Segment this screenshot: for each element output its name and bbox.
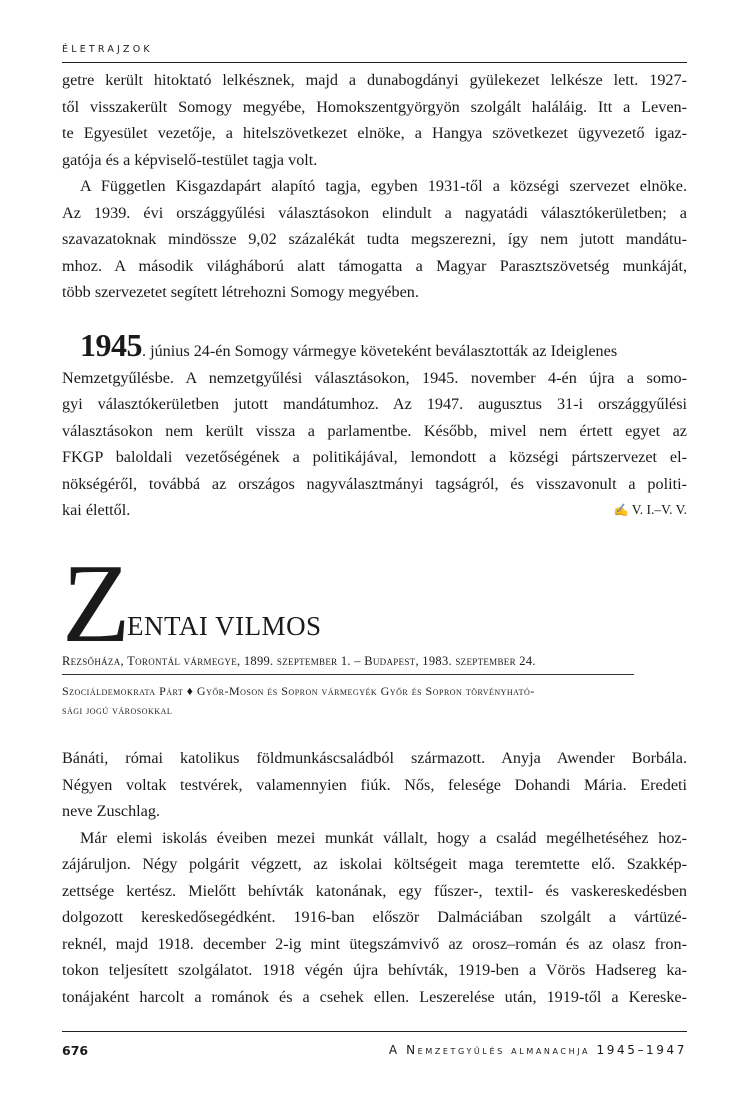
text-line: zájáruljon. Négy polgárit végzett, az iskolai költségeit maga teremtette elő. Szakkép- bbox=[62, 855, 687, 873]
book-title: A Nemzetgyűlés almanachja 1945–1947 bbox=[388, 1043, 687, 1057]
signature-initials: V. I.–V. V. bbox=[631, 502, 687, 517]
text-line: Már elemi iskolás éveiben mezei munkát vállalt, hogy a család megélhetéséhez hoz- bbox=[80, 828, 687, 847]
text-line: kai élettől. bbox=[62, 501, 131, 519]
text-line: neve Zuschlag. bbox=[62, 802, 160, 820]
page-number: 676 bbox=[62, 1043, 89, 1058]
text-line: Nemzetgyűlésbe. A nemzetgyűlési választásokon, 1945. november 4-én újra a somo- bbox=[62, 368, 687, 387]
writing-hand-icon: ✍ bbox=[613, 503, 629, 517]
text-line: szavazatoknak mindössze 9,02 százalékát tudta megszerezni, így nem jutott mandátu- bbox=[62, 230, 687, 248]
text-line: nökségéről, továbbá az országos nagyválasztmányi tagságról, és visszavonult a politi- bbox=[62, 474, 687, 493]
text-line: tonájaként harcolt a románok és a csehek ellen. Leszerelése után, 1919-től a Kereske- bbox=[62, 987, 687, 1006]
text-line: reknél, majd 1918. december 2-ig mint ütegszámvivő az orosz–román és az olasz fron- bbox=[62, 934, 687, 953]
author-signature bbox=[614, 497, 687, 524]
paragraph bbox=[62, 745, 687, 825]
constituency: Győr-Moson és Sopron vármegyék Győr és Sopron törvényható- bbox=[196, 684, 535, 698]
paragraph bbox=[62, 173, 687, 200]
text-line: gatója és a képviselő-testület tagja volt. bbox=[62, 150, 318, 169]
text-line: től visszakerült Somogy megyébe, Homokszentgyörgyön szolgált haláláig. Itt a Leven- bbox=[62, 97, 687, 116]
year-paragraph bbox=[62, 327, 687, 524]
entry-text bbox=[62, 745, 687, 1010]
party-name: Szociáldemokrata Párt bbox=[62, 684, 184, 698]
header-rule bbox=[62, 62, 687, 63]
previous-entry-text bbox=[62, 67, 687, 306]
year-highlight: 1945 bbox=[80, 327, 142, 363]
text-line: választásokon nem került vissza a parlamentbe. Később, mivel nem értett egyet az bbox=[62, 421, 687, 440]
drop-initial: Z bbox=[62, 542, 131, 666]
running-head: ÉLETRAJZOK bbox=[62, 44, 153, 55]
text-line: zettsége kertész. Mielőtt behívták katonának, egy fűszer-, textil- és vaskereskedésben bbox=[62, 881, 687, 900]
text-line: Az 1939. évi országgyűlési választásokon elindult a nagyatádi választókerületben; a bbox=[62, 203, 687, 222]
paragraph-first-line bbox=[62, 825, 687, 852]
entry-name: ENTAI VILMOS bbox=[127, 611, 322, 641]
last-line-with-signature bbox=[62, 497, 687, 524]
text-line: gyi választókerületben jutott mandátumhoz. Az 1947. augusztus 31-i országgyűlési bbox=[62, 395, 687, 413]
text-line: A Független Kisgazdapárt alapító tagja, egyben 1931-től a községi szervezet elnöke. bbox=[80, 177, 687, 195]
text-line: Bánáti, római katolikus földmunkáscsaládból származott. Anyja Awender Borbála. bbox=[62, 749, 687, 767]
heading-rule bbox=[62, 674, 634, 675]
text-line: tokon teljesített szolgálatot. 1918 végén újra behívták, 1919-ben a Vörös Hadsereg ka- bbox=[62, 961, 687, 979]
text-line: te Egyesület vezetője, a hitelszövetkezet elnöke, a Hangya szövetkezet ügyvezető igaz- bbox=[62, 124, 687, 142]
paragraph-continued bbox=[62, 200, 687, 306]
text-line: getre került hitoktató lelkésznek, majd a dunabogdányi gyülekezet lelkésze lett. 1927- bbox=[62, 71, 687, 89]
party-constituency bbox=[62, 682, 687, 720]
constituency-continued: sági jogú városokkal bbox=[62, 703, 173, 717]
text-line: Négyen voltak testvérek, valamennyien fiúk. Nős, felesége Dohandi Mária. Eredeti bbox=[62, 775, 687, 794]
diamond-separator-icon: ♦ bbox=[186, 684, 194, 698]
text-line: több szervezetet segített létrehozni Somogy megyében. bbox=[62, 283, 419, 301]
paragraph-continued bbox=[62, 851, 687, 1010]
party-line-1 bbox=[62, 682, 687, 701]
text-line: FKGP baloldali vezetőségének a politikájával, lemondott a községi pártszervezet el- bbox=[62, 448, 687, 466]
text-line: mhoz. A második világháború alatt támogatta a Magyar Parasztszövetség munkáját, bbox=[62, 256, 687, 275]
footer-rule bbox=[62, 1031, 687, 1032]
year-line bbox=[62, 327, 687, 365]
text-line: . június 24-én Somogy vármegye követeként beválasztották az Ideiglenes bbox=[142, 342, 618, 360]
birth-death-line: Rezsőháza, Torontál vármegye, 1899. szeptember 1. – Budapest, 1983. szeptember 24. bbox=[62, 654, 536, 668]
paragraph bbox=[62, 67, 687, 173]
text-line: dolgozott kereskedősegédként. 1916-ban először Dalmáciában szolgált a vártüzé- bbox=[62, 908, 687, 926]
